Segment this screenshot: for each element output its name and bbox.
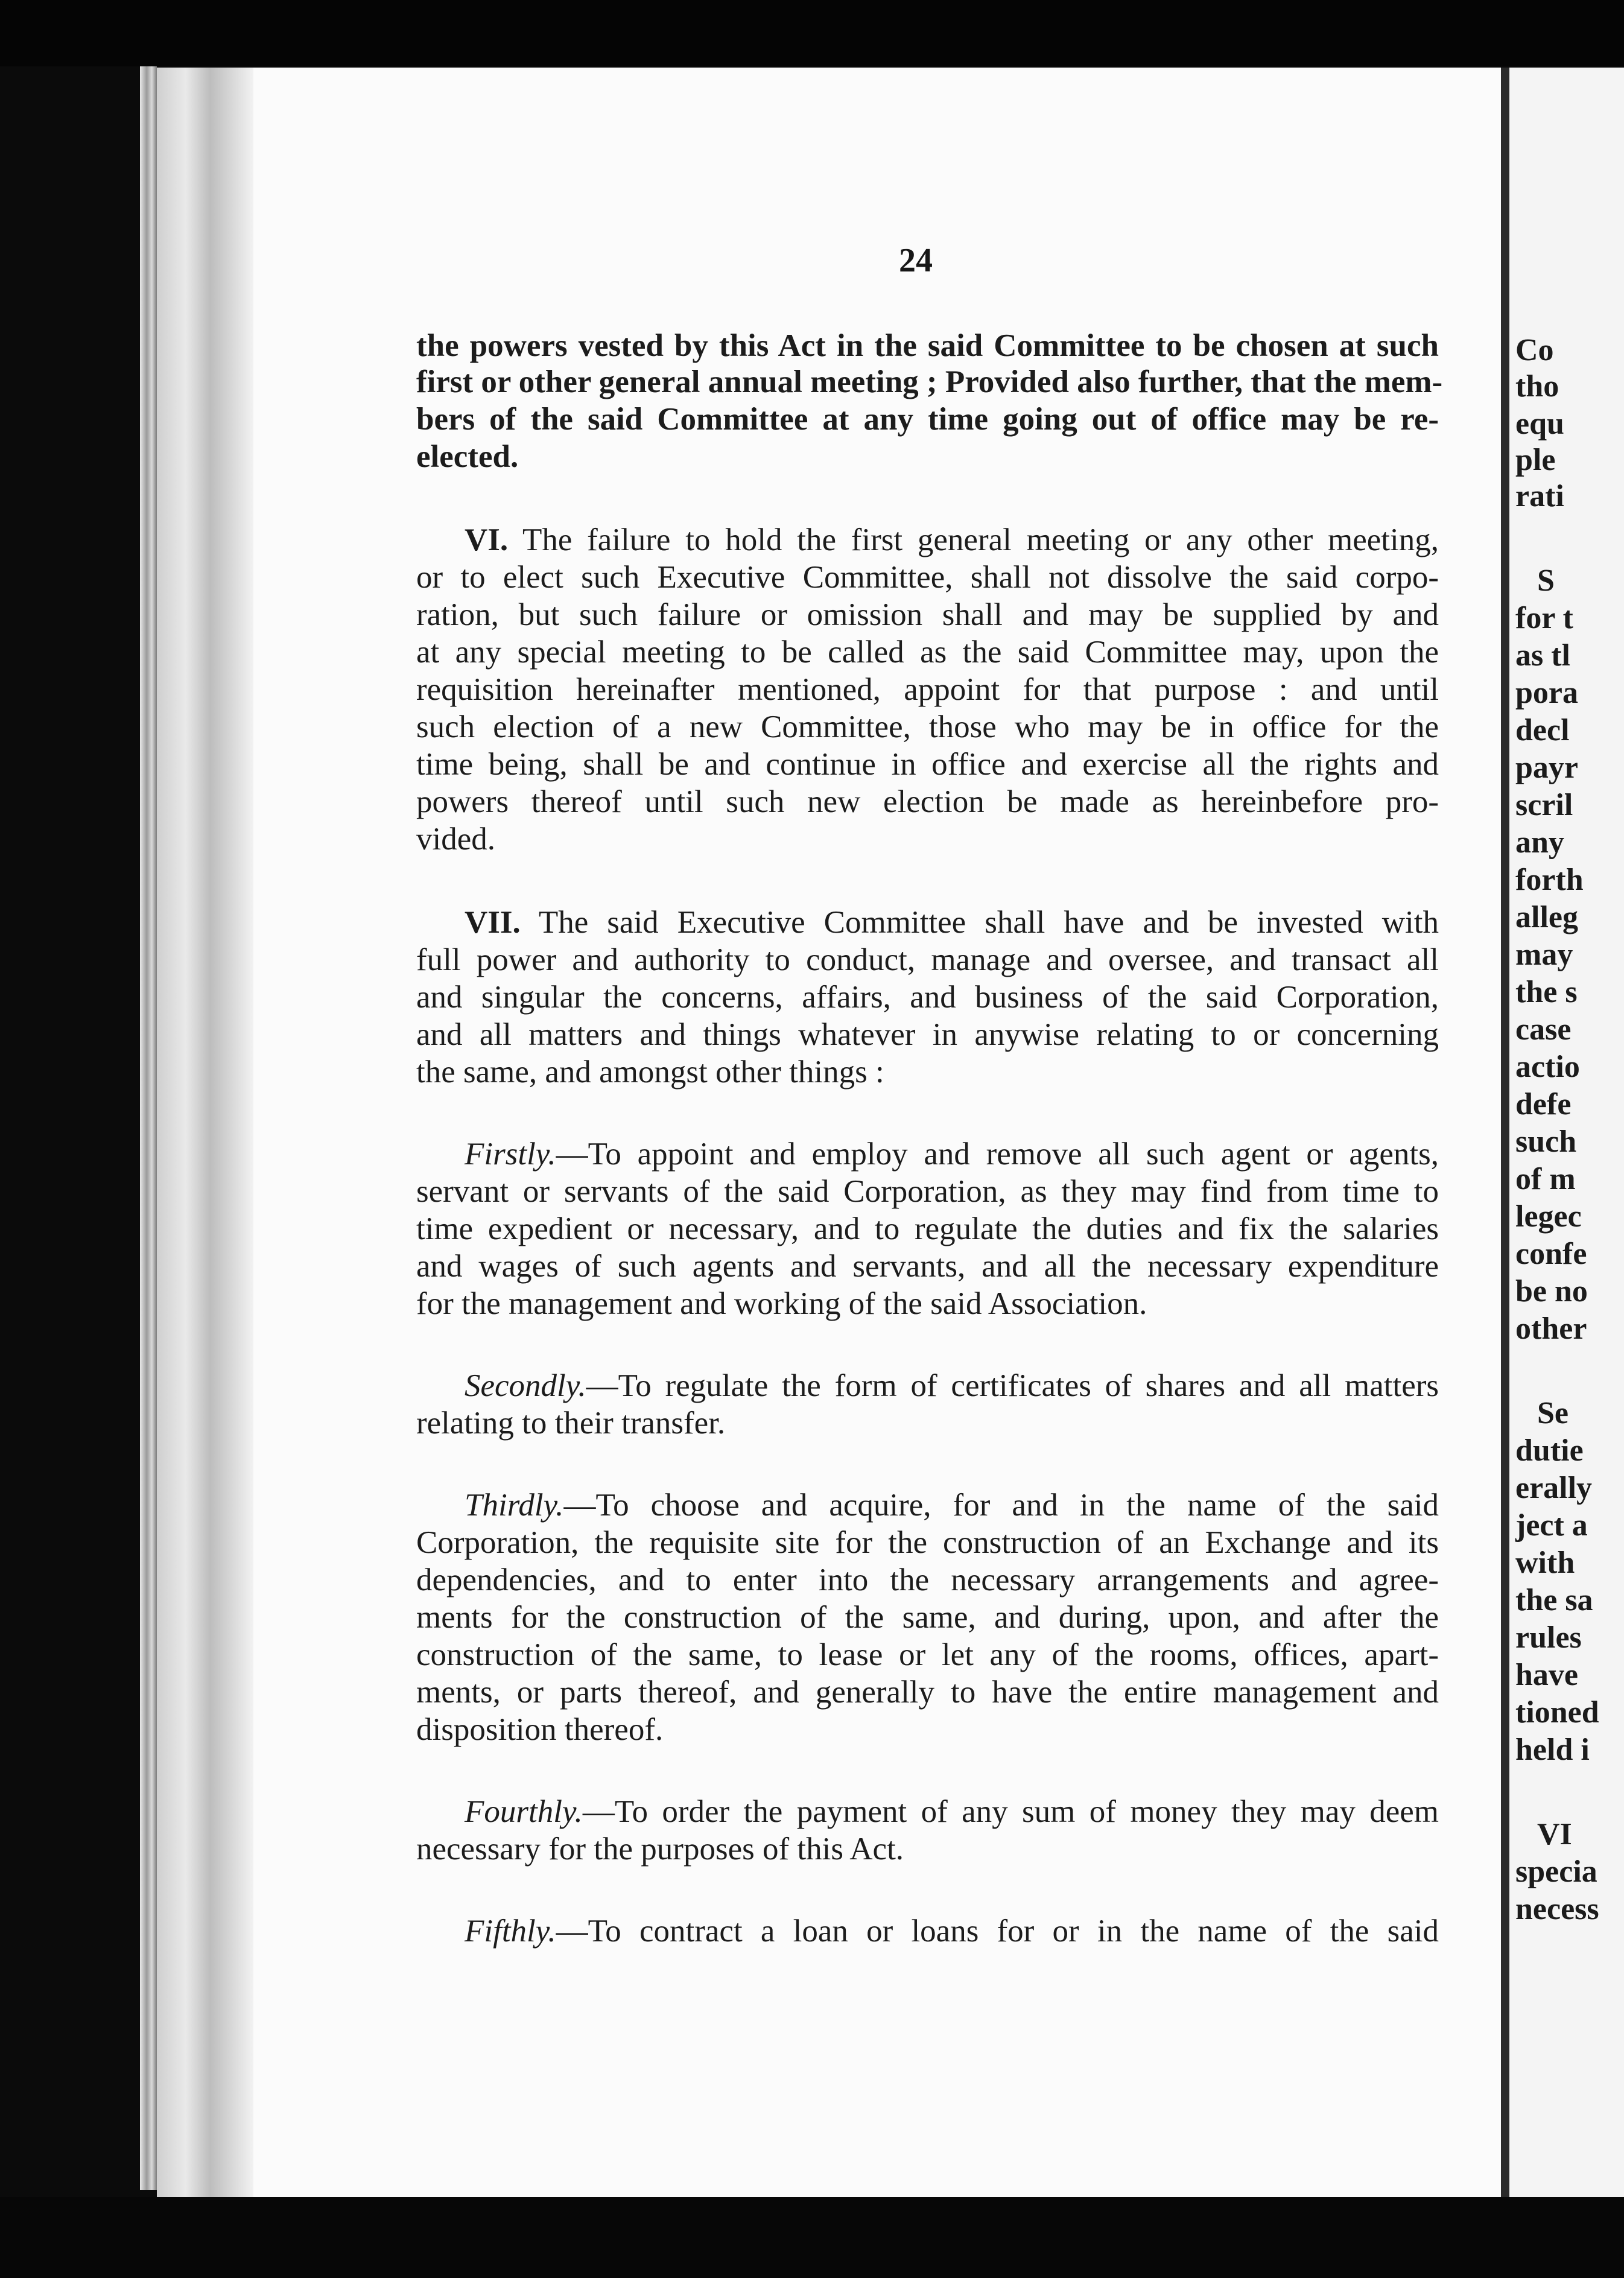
facing-page-line: specia — [1515, 1854, 1597, 1889]
line-text: —To contract a loan or loans for or in the name of the said — [556, 1914, 1439, 1949]
facing-page-line: held i — [1515, 1733, 1590, 1767]
text-line — [416, 437, 1439, 477]
line-text: and wages of such agents and servants, and all the necessary expenditure — [416, 1249, 1439, 1284]
facing-page-line: forth — [1515, 863, 1584, 897]
line-text: bers of the said Committee at any time going out of office may be re- — [416, 402, 1439, 437]
facing-page-line: decl — [1515, 713, 1570, 747]
facing-page-line: erally — [1515, 1471, 1593, 1505]
text-line — [416, 1015, 1439, 1055]
line-text: dependencies, and to enter into the necessary arrangements and agree- — [416, 1563, 1439, 1597]
text-line — [465, 520, 1439, 560]
text-line — [416, 1052, 1439, 1092]
text-line — [416, 362, 1443, 402]
line-text: and all matters and things whatever in anywise relating to or concerning — [416, 1017, 1439, 1052]
text-line — [416, 670, 1439, 709]
facing-page-line: case — [1515, 1012, 1572, 1047]
text-line — [416, 1172, 1439, 1211]
facing-page-line: ple — [1515, 443, 1556, 477]
line-text: first or other general annual meeting ; Provided also further, that the mem- — [416, 364, 1443, 399]
line-text: elected. — [416, 439, 519, 474]
facing-page-line: scril — [1515, 788, 1573, 822]
section-number: VII. — [465, 905, 521, 940]
text-line — [416, 782, 1439, 822]
line-text: powers thereof until such new election be made as hereinbefore pro- — [416, 784, 1439, 819]
text-line — [416, 1209, 1439, 1249]
line-text: —To order the payment of any sum of money they may deem — [582, 1794, 1439, 1829]
text-line — [465, 1485, 1439, 1525]
facing-page-line: the s — [1515, 975, 1578, 1009]
facing-page-line: tioned — [1515, 1695, 1599, 1730]
facing-page-line: tho — [1515, 369, 1559, 404]
facing-page-line: defe — [1515, 1087, 1572, 1122]
line-text: ments for the construction of the same, and during, upon, and after the — [416, 1600, 1439, 1635]
line-text: —To regulate the form of certificates of shares and all matters — [586, 1368, 1439, 1403]
line-text: such election of a new Committee, those who may be in office for the — [416, 709, 1439, 744]
text-line — [416, 399, 1439, 439]
line-text: the same, and amongst other things : — [416, 1055, 884, 1090]
facing-page-line: actio — [1515, 1050, 1580, 1084]
text-line — [416, 1635, 1439, 1675]
facing-page-line: for t — [1515, 601, 1573, 635]
facing-page-line: ject a — [1515, 1508, 1588, 1543]
facing-page-line: of m — [1515, 1162, 1576, 1196]
text-line — [416, 632, 1439, 672]
text-line — [416, 1597, 1439, 1637]
text-line — [465, 1134, 1439, 1174]
text-line — [416, 326, 1439, 366]
line-text: time expedient or necessary, and to regulate the duties and fix the salaries — [416, 1211, 1439, 1246]
facing-page-line: be no — [1515, 1274, 1588, 1309]
line-text: —To choose and acquire, for and in the name of the said — [563, 1488, 1439, 1523]
facing-page-line: such — [1515, 1125, 1577, 1159]
facing-page-line: rati — [1515, 479, 1564, 513]
line-text: at any special meeting to be called as the said Committee may, upon the — [416, 635, 1439, 670]
line-text: or to elect such Executive Committee, shall not dissolve the said corpo- — [416, 560, 1439, 595]
facing-page-line: alleg — [1515, 900, 1578, 934]
text-line — [416, 744, 1439, 784]
text-line — [416, 1560, 1439, 1600]
facing-page-fragment — [1509, 68, 1624, 2197]
clause-heading: Firstly. — [465, 1137, 556, 1172]
line-text: ments, or parts thereof, and generally to have the entire management and — [416, 1675, 1439, 1710]
text-line — [416, 940, 1439, 980]
text-line — [416, 1284, 1439, 1324]
book-binding — [140, 66, 157, 2190]
facing-page-line: confe — [1515, 1237, 1587, 1271]
line-text: disposition thereof. — [416, 1712, 664, 1747]
clause-heading: Fourthly. — [465, 1794, 583, 1829]
text-line — [416, 595, 1439, 635]
page-edge-stack — [157, 68, 255, 2197]
facing-page-line: any — [1515, 825, 1564, 860]
facing-page-line: have — [1515, 1658, 1578, 1692]
facing-page-line: legec — [1515, 1199, 1582, 1234]
facing-page-line: dutie — [1515, 1433, 1584, 1468]
facing-page-line: S — [1537, 563, 1555, 598]
text-line — [416, 1829, 1439, 1869]
line-text: and singular the concerns, affairs, and business of the said Corporation, — [416, 980, 1439, 1015]
facing-page-line: equ — [1515, 407, 1564, 441]
text-line — [416, 1523, 1439, 1563]
line-text: ration, but such failure or omission shall and may be supplied by and — [416, 597, 1439, 632]
clause-heading: Secondly. — [465, 1368, 586, 1403]
text-line — [416, 557, 1439, 597]
facing-page-line: with — [1515, 1546, 1575, 1580]
facing-page-line: other — [1515, 1312, 1587, 1346]
line-text: relating to their transfer. — [416, 1406, 726, 1441]
line-text: The said Executive Committee shall have and be invested with — [520, 905, 1439, 940]
facing-page-line: Se — [1537, 1396, 1568, 1430]
line-text: vided. — [416, 822, 495, 857]
facing-page-line: may — [1515, 938, 1573, 972]
text-line — [465, 1366, 1439, 1406]
line-text: time being, shall be and continue in office and exercise all the rights and — [416, 747, 1439, 782]
scan-bottom-border — [0, 2197, 1624, 2278]
facing-page-line: necess — [1515, 1892, 1599, 1926]
text-line — [465, 1911, 1439, 1951]
line-text: full power and authority to conduct, manage and oversee, and transact all — [416, 942, 1439, 977]
line-text: necessary for the purposes of this Act. — [416, 1832, 904, 1867]
line-text: for the management and working of the said Association. — [416, 1286, 1147, 1321]
facing-page-line: Co — [1515, 333, 1554, 367]
text-line — [416, 1246, 1439, 1286]
line-text: requisition hereinafter mentioned, appoint for that purpose : and until — [416, 672, 1439, 707]
page-number: 24 — [899, 242, 933, 279]
text-line — [465, 1792, 1439, 1832]
text-line — [465, 903, 1439, 942]
text-line — [416, 819, 1439, 859]
line-text: servant or servants of the said Corporation, as they may find from time to — [416, 1174, 1439, 1209]
facing-page-line: rules — [1515, 1620, 1582, 1655]
facing-page-line: the sa — [1515, 1583, 1593, 1617]
facing-page-line: pora — [1515, 676, 1578, 710]
line-text: construction of the same, to lease or let any of the rooms, offices, apart- — [416, 1637, 1439, 1672]
text-line — [416, 707, 1439, 747]
text-line — [416, 1672, 1439, 1712]
text-line — [416, 1403, 1439, 1443]
text-line — [416, 1710, 1439, 1750]
line-text: Corporation, the requisite site for the construction of an Exchange and its — [416, 1525, 1439, 1560]
facing-page-line: VI — [1537, 1817, 1572, 1851]
clause-heading: Thirdly. — [465, 1488, 564, 1523]
text-line — [416, 977, 1439, 1017]
facing-page-line: as tl — [1515, 638, 1570, 673]
line-text: the powers vested by this Act in the said Committee to be chosen at such — [416, 328, 1439, 363]
clause-heading: Fifthly. — [465, 1914, 556, 1949]
section-number: VI. — [465, 522, 509, 557]
facing-page-line: payr — [1515, 750, 1578, 785]
line-text: —To appoint and employ and remove all such agent or agents, — [556, 1137, 1439, 1172]
scan-top-border — [0, 0, 1624, 66]
line-text: The failure to hold the first general meeting or any other meeting, — [508, 522, 1439, 557]
